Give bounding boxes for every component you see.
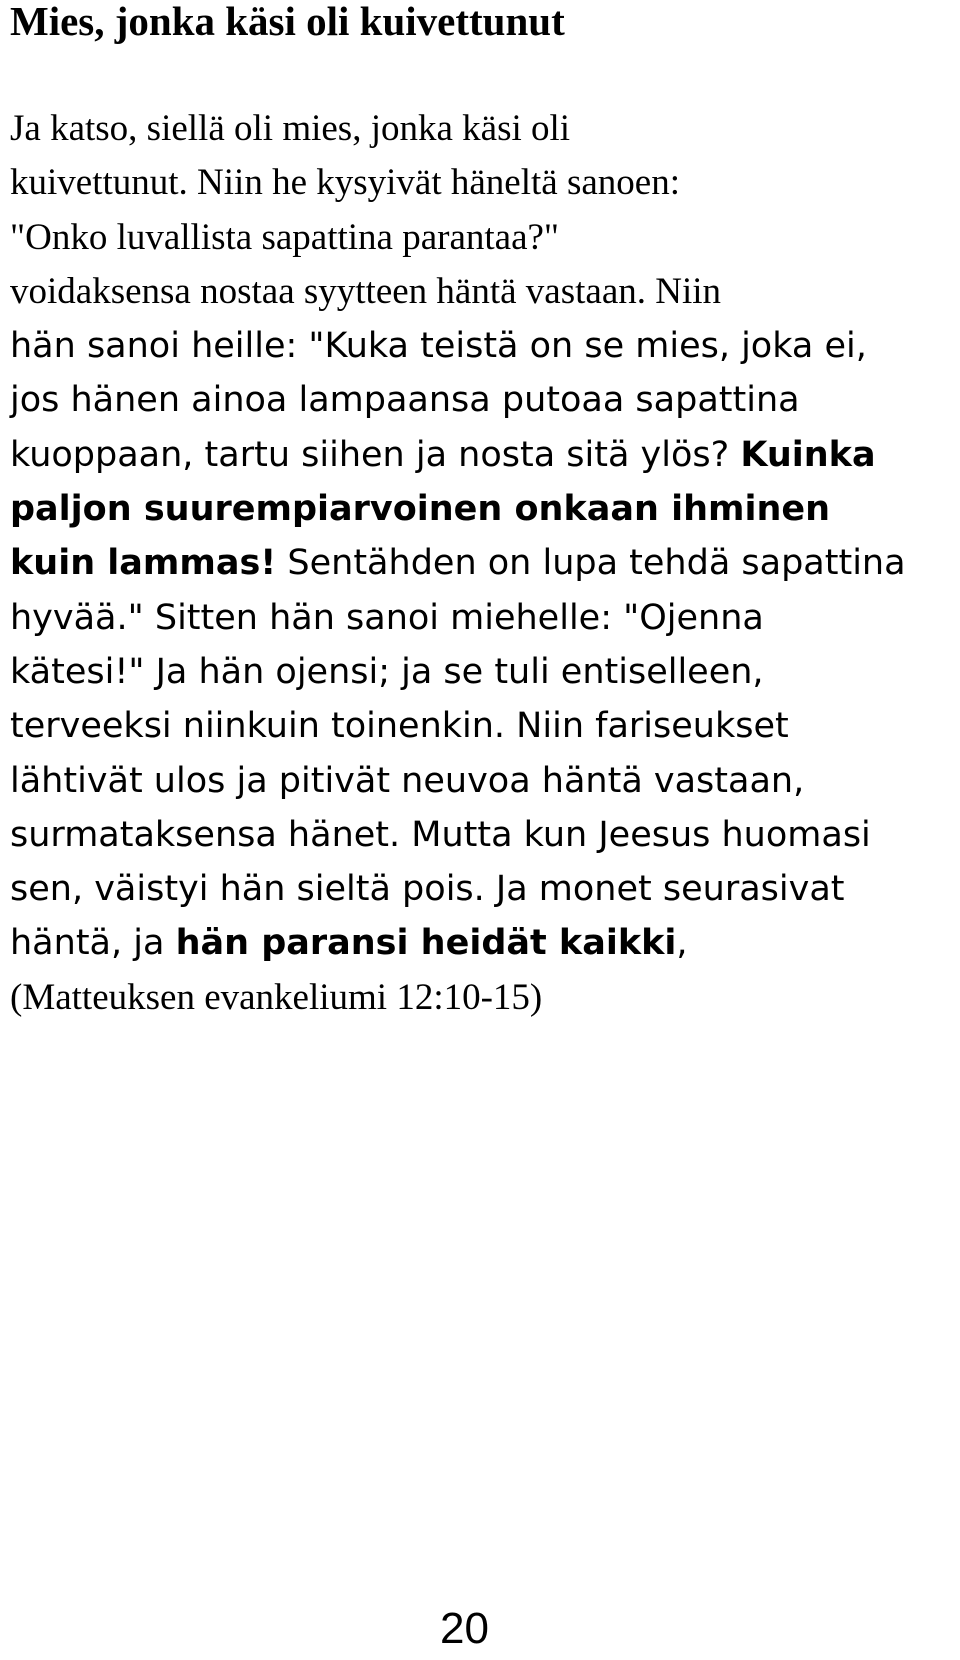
passage-line: [10, 591, 945, 645]
emphasis-text: paljon suurempiarvoinen onkaan ihminen: [10, 489, 831, 530]
passage-line: [10, 482, 945, 536]
emphasis-text: hän paransi heidät kaikki: [175, 923, 677, 964]
passage-text: surmataksensa hänet. Mutta kun Jeesus huomasi: [10, 814, 871, 855]
passage-text: jos hänen ainoa lampaansa putoaa sapattina: [10, 380, 800, 421]
passage-line: [10, 536, 945, 590]
scripture-reference: [10, 971, 945, 1025]
passage-text: sen, väistyi hän sieltä pois. Ja monet seurasivat: [10, 869, 845, 910]
passage-line: [10, 754, 945, 808]
reference-text: (Matteuksen evankeliumi 12:10-15): [10, 976, 543, 1018]
passage-text: terveeksi niinkuin toinenkin. Niin fariseukset: [10, 706, 789, 747]
page-title: Mies, jonka käsi oli kuivettunut: [10, 0, 565, 44]
passage-text: kätesi!" Ja hän ojensi; ja se tuli entiselleen,: [10, 651, 764, 692]
passage-text: voidaksensa nostaa syytteen häntä vastaan. Niin: [10, 270, 722, 312]
passage-text: hyvää." Sitten hän sanoi miehelle: "Ojenna: [10, 597, 764, 638]
passage-line: [10, 916, 945, 970]
passage-text: ,: [676, 923, 688, 964]
passage-text: lähtivät ulos ja pitivät neuvoa häntä vastaan,: [10, 760, 805, 801]
passage-line: [10, 808, 945, 862]
passage-line: [10, 373, 945, 427]
passage-text: Ja katso, siellä oli mies, jonka käsi oli: [10, 108, 571, 149]
passage-line: [10, 156, 945, 210]
page-number: 20: [440, 1604, 489, 1653]
passage-text: Sentähden on lupa tehdä sapattina: [287, 543, 906, 584]
passage-line: [10, 102, 945, 156]
passage-line: [10, 265, 945, 319]
passage-line: [10, 862, 945, 916]
passage-line: [10, 428, 945, 482]
passage-line: [10, 699, 945, 753]
emphasis-text: kuin lammas!: [10, 543, 277, 584]
passage-line: [10, 211, 945, 265]
passage-text: "Onko luvallista sapattina parantaa?": [10, 216, 560, 258]
passage-line: [10, 319, 945, 373]
scripture-passage: [10, 102, 945, 1025]
passage-line: [10, 645, 945, 699]
passage-text: kuoppaan, tartu siihen ja nosta sitä ylös?: [10, 434, 730, 475]
passage-text: häntä, ja: [10, 923, 165, 964]
passage-text: hän sanoi heille: "Kuka teistä on se mies, joka ei,: [10, 326, 867, 367]
emphasis-text: Kuinka: [740, 434, 876, 475]
passage-text: kuivettunut. Niin he kysyivät häneltä sanoen:: [10, 162, 680, 204]
